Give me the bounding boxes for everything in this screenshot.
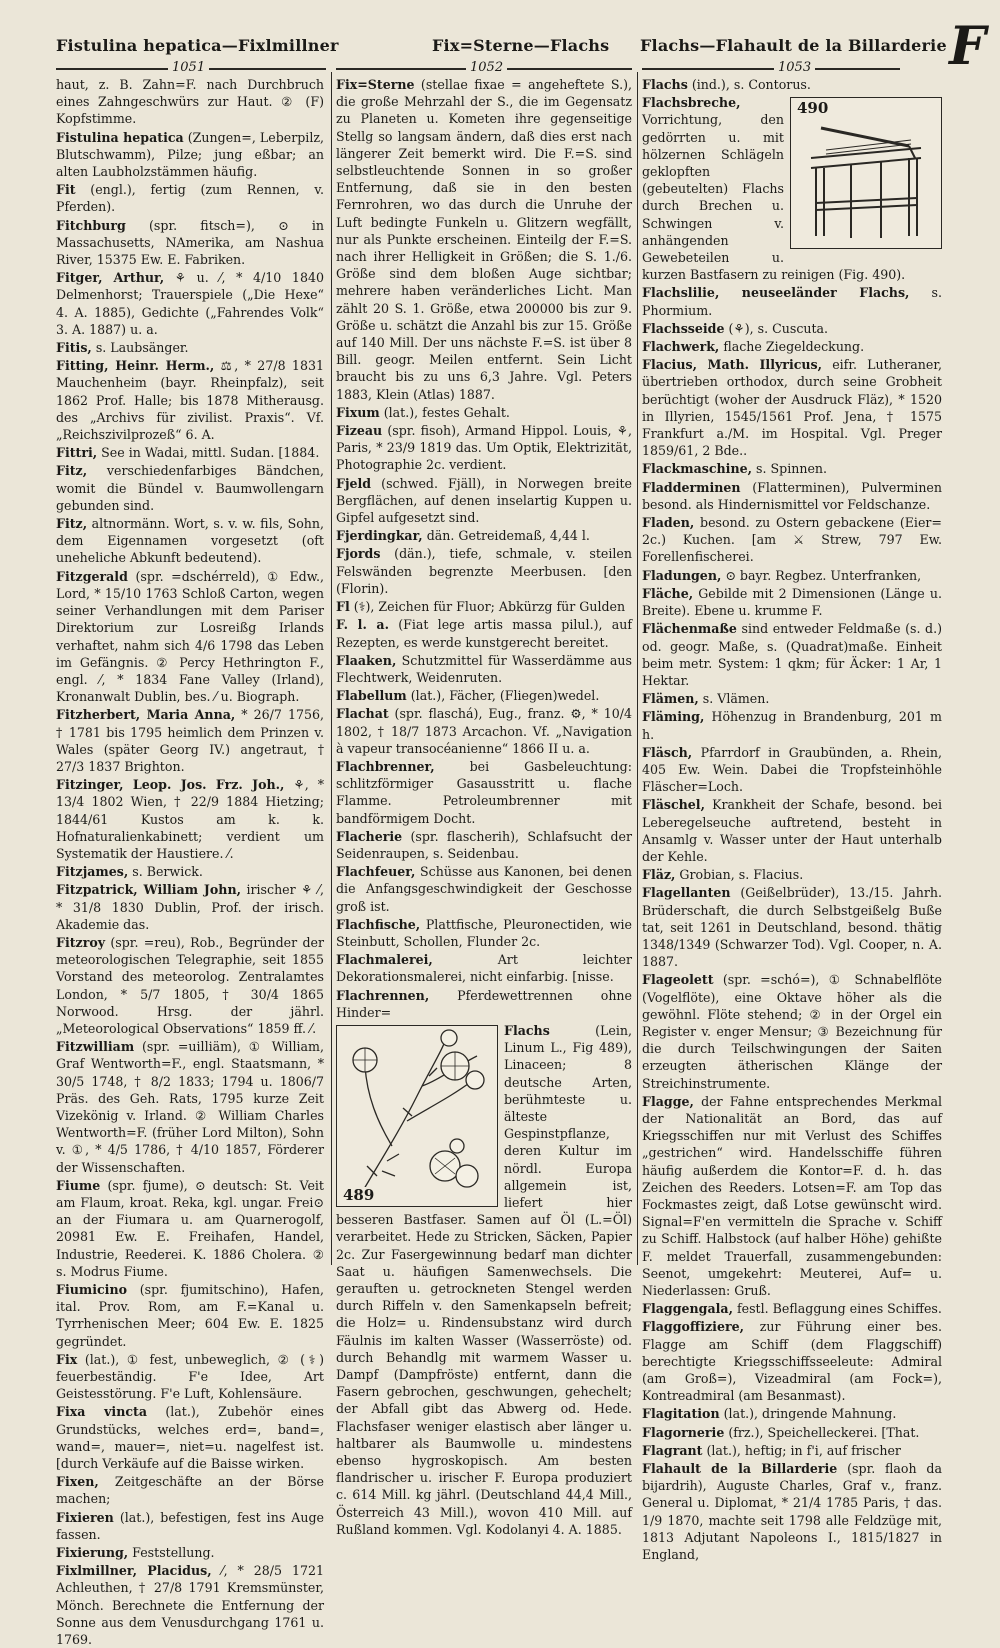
entry-headword: Flagitation xyxy=(642,1406,720,1422)
column-center xyxy=(336,76,632,1537)
entry-headword: F. l. a. xyxy=(336,617,389,633)
entry-headword: Fiumicino xyxy=(56,1282,127,1298)
dictionary-entry xyxy=(642,76,942,93)
entry-headword: Fladungen, xyxy=(642,567,722,583)
dictionary-entry xyxy=(642,585,942,619)
entry-text: (spr. flascherih), Schlafsucht der Seidenraupen, s. Seidenbau. xyxy=(336,828,632,861)
entry-text: (spr. fjumitschino), Hafen, ital. Prov. Rom, am F.=Kanal u. Tyrrhenischen Meer; 604 Ew. E. 1825 gegründet. xyxy=(56,1282,324,1349)
entry-headword: Flabellum xyxy=(336,688,407,704)
entry-text: verschiedenfarbiges Bändchen, womit die Bündel v. Baumwollengarn gebunden sind. xyxy=(56,463,324,513)
entry-text: (frz.), Speichelleckerei. [That. xyxy=(724,1424,920,1440)
dictionary-entry xyxy=(642,284,942,318)
entry-text: (spr. =uilliäm), ① William, Graf Wentworth=F., engl. Staatsmann, * 30/5 1748, † 8/2 1833; 1794 u. 1806/7 Präs. des Geh. Rats, 1795 kurze Zeit Vizekönig v. Irland. ② William Charles Wentworth=F. (früher Lord Milton), Sohn v. ①, * 4/5 1786, † 4/10 1857, Förderer der Wissenschaften. xyxy=(56,1039,324,1175)
entry-headword: Flachs xyxy=(642,77,688,92)
page-number-left: 1051 xyxy=(168,60,209,75)
dictionary-entry xyxy=(56,357,324,443)
entry-headword: Fläschel, xyxy=(642,797,705,813)
dictionary-entry xyxy=(56,339,324,356)
entry-headword: Fjerdingkar, xyxy=(336,528,423,544)
entry-headword: Fitz, xyxy=(56,463,88,479)
dictionary-entry xyxy=(336,652,632,686)
entry-headword: Flagrant xyxy=(642,1442,703,1458)
dictionary-entry xyxy=(56,181,324,215)
dictionary-entry xyxy=(336,863,632,915)
dictionary-entry xyxy=(642,744,942,796)
entry-text: Pfarrdorf in Graubünden, a. Rhein, 405 Ew. Wein. Dabei die Tropfsteinhöhle Fläscher=Loch. xyxy=(642,744,942,795)
entry-headword: Fitting, Heinr. Herm., xyxy=(56,358,215,374)
entry-text: s. Vlämen. xyxy=(698,691,770,707)
dictionary-entry xyxy=(642,567,942,584)
entry-headword: Flagornerie xyxy=(642,1424,725,1440)
entry-headword: Fix xyxy=(56,1351,78,1367)
entry-headword: Flacherie xyxy=(336,828,403,844)
entry-text: (spr. fjume), ⊙ deutsch: St. Veit am Flaum, kroat. Reka, kgl. ungar. Frei⊙ an der Fiumara u. am Quarnerogolf, 20981 Ew. E. Freihafen, Handel, Industrie, Reederei. K. 1886 Cholera. ② s. Modrus Fiume. xyxy=(56,1177,324,1279)
entry-headword: Flahault de la Billarderie xyxy=(642,1461,838,1477)
flax-plant-drawing xyxy=(337,1026,497,1206)
dictionary-entry xyxy=(336,422,632,474)
entry-headword: Fixen, xyxy=(56,1474,99,1490)
entry-headword: Fix=Sterne xyxy=(336,77,415,92)
header-rule-right xyxy=(642,68,900,70)
dictionary-entry xyxy=(56,706,324,775)
dictionary-entry xyxy=(56,76,324,128)
entry-headword: Flaggengala, xyxy=(642,1301,733,1317)
column-divider-2 xyxy=(637,72,638,1265)
dictionary-entry xyxy=(56,881,324,933)
dictionary-entry xyxy=(642,708,942,742)
dictionary-entry xyxy=(642,320,942,337)
dictionary-entry xyxy=(336,705,632,757)
entry-text: (lat.), ① fest, unbeweglich, ② (⚕) feuerbeständig. F'e Idee, Art Geistesstörung. F'e Luft, Kohlensäure. xyxy=(56,1351,324,1402)
dictionary-entry xyxy=(642,479,942,513)
entry-headword: Flageolett xyxy=(642,972,714,988)
dictionary-entry xyxy=(642,796,942,865)
dictionary-entry xyxy=(56,568,324,706)
dictionary-entry xyxy=(642,1424,942,1441)
entry-headword: Fixlmillner, Placidus, xyxy=(56,1563,212,1579)
header-center: Fix=Sterne—Flachs xyxy=(432,36,610,55)
entry-text: Höhenzug in Brandenburg, 201 m h. xyxy=(642,709,942,742)
entry-headword: Fitzinger, Leop. Jos. Frz. Joh., xyxy=(56,777,285,793)
dictionary-entry xyxy=(642,1318,942,1404)
entry-text: s. Spinnen. xyxy=(752,461,828,477)
dictionary-entry xyxy=(336,687,632,704)
dictionary-entry xyxy=(336,828,632,862)
entry-headword: Fiume xyxy=(56,1177,101,1193)
dictionary-entry xyxy=(56,1544,324,1561)
dictionary-entry xyxy=(336,616,632,650)
entry-headword: Fläsch, xyxy=(642,744,693,760)
entry-text: (stellae fixae = angeheftete S.), die große Mehrzahl der S., die im Gegensatz zu Planeten u. Kometen ihre gegenseitige Stellg so langsam ändern, daß dies erst nach längerer Zeit bemerkt wird. Die F.=S. sind selbstleuchtende Sonnen in so großer Entfernung, daß sie in den besten Fernrohren, wo das durch die Unruhe der Luft bedingte Funkeln u. Glitzern wegfällt, nur als Punkte erscheinen. Einteilg der F.=S. nach ihrer Helligkeit in Größen; die S. 1./6. Größe sind dem bloßen Auge sichtbar; mehrere haben veränderliches Licht. Man zählt 20 S. 1. Größe, etwa 200000 bis zur 9. Größe u. schätzt die Anzahl bis zur 15. Größe auf 140 Mill. Der uns nächste F.=S. ist über 8 Bill. geogr. Meilen entfernt. Sein Licht braucht bis zu uns 6,3 Jahre. Vgl. Peters 1883, Klein (Atlas) 1887. xyxy=(336,77,632,402)
entry-text: s. Berwick. xyxy=(128,864,203,880)
page-number-right: 1053 xyxy=(774,60,815,75)
dictionary-entry xyxy=(336,527,632,544)
entry-text: (⚕), Zeichen für Fluor; Abkürzg für Gulden xyxy=(349,599,626,615)
dictionary-entry xyxy=(642,338,942,355)
entry-headword: Fixum xyxy=(336,404,380,420)
entry-text: Gebilde mit 2 Dimensionen (Länge u. Breite). Ebene u. krumme F. xyxy=(642,585,942,619)
entry-text: (lat.), befestigen, fest ins Auge fassen. xyxy=(56,1509,324,1542)
entry-text: eifr. Lutheraner, übertrieben orthodox, durch seine Grobheit berüchtigt (woher der Ausdruck Fläz), * 1520 in Illyrien, 1545/1561 Prof. Jena, † 1575 Frankfurt a./M. im Hospital. Vgl. Preger 1859/61, 2 Bde.. xyxy=(642,357,942,459)
figure-number-489: 489 xyxy=(343,1185,375,1204)
entry-text: (Geißelbrüder), 13./15. Jahrh. Brüderschaft, die durch Selbstgeißelg Buße tat, seit 1261 in Deutschland, besond. thätig 1348/1349 (Schwarzer Tod). Vgl. Cooper, n. A. 1887. xyxy=(642,885,942,970)
entry-text: (spr. flaschá), Eug., franz. ⚙, * 10/4 1802, † 18/7 1873 Arcachon. Vf. „Navigation à vapeur transocéanienne“ 1866 II u. a. xyxy=(336,706,632,756)
entry-text: (spr. fisoh), Armand Hippol. Louis, ⚘, Paris, * 23/9 1819 das. Um Optik, Elektrizität, Photographie 2c. verdient. xyxy=(336,423,632,473)
entry-headword: Flachwerk, xyxy=(642,339,720,355)
entry-headword: Fl xyxy=(336,599,350,615)
entry-text: s. Phormium. xyxy=(642,285,942,318)
dictionary-entry xyxy=(642,356,942,459)
entry-text: (Flatterminen), Pulverminen besond. als Hindernismittel vor Feldschanze. xyxy=(642,479,942,512)
entry-headword: Flacius, Math. Illyricus, xyxy=(642,357,823,373)
dictionary-entry xyxy=(56,1177,324,1280)
entry-headword: Fixa vincta xyxy=(56,1404,147,1420)
entry-headword: Fitis, xyxy=(56,340,92,356)
dictionary-entry xyxy=(336,76,632,403)
entry-text: (spr. =schó=), ① Schnabelflöte (Vogelflöte), eine Oktave höher als die gewöhnl. Flöte stehend; ② in der Orgel ein Register v. enger Mensur; ③ Bezeichnung für die durch Teilschwingungen der Saiten erzeugten ätherischen Klänge der Streichinstrumente. xyxy=(642,972,942,1091)
entry-headword: Fittri, xyxy=(56,445,98,461)
entry-text: der Fahne entsprechendes Merkmal der Nationalität an Bord, das auf Kriegsschiffen nur mit Verlust des Schiffes „gestrichen“ wird. Handelsschiffe führen häufig außerdem die Kontor=F. d. h. das Zeichen des Reeders. Lotsen=F. am Top das Fockmastes zeigt, daß Lotse gewünscht wird. Signal=F'en vermitteln die Sprache v. Schiff zu Schiff. Halbstock (auf halber Höhe) gehißte F. meldet Trauerfall, zusammengebunden: Seenot, umgekehrt: Meuterei, Auf= u. Niederlassen: Gruß. xyxy=(642,1093,942,1299)
entry-text: ⊙ bayr. Regbez. Unterfranken, xyxy=(721,567,922,583)
entry-text: flache Ziegeldeckung. xyxy=(719,339,865,355)
dictionary-entry xyxy=(336,951,632,985)
dictionary-entry xyxy=(336,916,632,950)
entry-headword: Fixierung, xyxy=(56,1545,129,1561)
entry-headword: Fitzroy xyxy=(56,934,106,950)
entry-text: (spr. fitsch=), ⊙ in Massachusetts, NAmerika, am Nashua River, 15375 Ew. E. Fabriken. xyxy=(56,217,324,268)
dictionary-entry xyxy=(56,217,324,269)
flachsbreche-illustration xyxy=(790,97,942,249)
flax-plant-illustration xyxy=(336,1025,498,1207)
dictionary-entry xyxy=(336,404,632,421)
entry-text: (Fiat lege artis massa pilul.), auf Rezepten, es werde kunstgerecht bereitet. xyxy=(336,617,632,650)
entry-headword: Fixieren xyxy=(56,1509,114,1525)
entry-headword: Fitchburg xyxy=(56,217,126,233)
entry-headword: Flachbrenner, xyxy=(336,758,435,774)
entry-text: Plattfische, Pleuronectiden, wie Steinbutt, Schollen, Flunder 2c. xyxy=(336,916,632,949)
dictionary-entry xyxy=(642,971,942,1091)
column-divider-1 xyxy=(331,72,332,1265)
entry-headword: Fjords xyxy=(336,546,381,562)
entry-headword: Flaaken, xyxy=(336,652,397,668)
entry-headword: Flachs xyxy=(504,1022,550,1038)
entry-text: ⁄, * 28/5 1721 Achleuthen, † 27/8 1791 Kremsmünster, Mönch. Berechnete die Entfernung der Sonne aus dem Venusdurchgang 1761 u. 1769. xyxy=(56,1563,324,1648)
entry-text: ⚘, * 13/4 1802 Wien, † 22/9 1884 Hietzing; 1844/61 Kustos am k. k. Hofnaturalienkabinett; verdient um Systematik der Haustiere. ⁄. xyxy=(56,777,324,861)
entry-text: altnormänn. Wort, s. v. w. fils, Sohn, dem Eigennamen vorgesetzt (oft unehelichе Abkunft bedeutend). xyxy=(56,516,324,566)
entry-headword: Flachsbreche, xyxy=(642,95,741,111)
dictionary-entry xyxy=(56,269,324,338)
entry-text: Vorrichtung, den gedörrten u. mit hölzernen Schlägeln geklopften (gebeutelten) Flachs durch Brechen u. Schwingen v. anhängenden Gewebeteilen u. kurzen Bastfasern zu reinigen (Fig. 490). xyxy=(642,112,906,283)
entry-text: (lat.), heftig; in f'i, auf frischer xyxy=(702,1442,901,1458)
entry-text: (schwed. Fjäll), in Norwegen breite Bergflächen, auf denen inselartig Kuppen u. Gipfel aufgesetzt sind. xyxy=(336,475,632,526)
entry-text: bei Gasbeleuchtung: schlitzförmiger Gasausstritt u. flache Flamme. Petroleumbrenner mit bandförmigem Docht. xyxy=(336,758,632,826)
dictionary-entry xyxy=(56,934,324,1037)
entry-headword: Fläche, xyxy=(642,585,694,601)
entry-text: (lat.), dringende Mahnung. xyxy=(719,1406,897,1422)
entry-text: (engl.), fertig (zum Rennen, v. Pferden). xyxy=(56,182,324,215)
entry-headword: Flächenmaße xyxy=(642,621,737,637)
dictionary-entry xyxy=(642,460,942,477)
entry-headword: Flachmalerei, xyxy=(336,952,433,968)
entry-text: Schüsse aus Kanonen, bei denen die Anfangsgeschwindigkeit der Geschosse groß ist. xyxy=(336,864,632,914)
entry-text: sind entweder Feldmaße (s. d.) od. geogr. Maße, s. (Quadrat)maße. Einheit beim metr. System: 1 qkm; für Äcker: 1 Ar, 1 Hektar. xyxy=(642,621,942,688)
dictionary-entry xyxy=(56,515,324,567)
entry-headword: Flachslilie, neuseeländer Flachs, xyxy=(642,285,910,301)
entry-headword: Fläz, xyxy=(642,867,676,883)
entry-headword: Flaggoffiziere, xyxy=(642,1319,744,1335)
dictionary-entry xyxy=(642,1405,942,1422)
entry-text: Pferdewettrennen ohne Hinder= xyxy=(336,987,632,1020)
dictionary-entry xyxy=(56,1281,324,1350)
section-letter: F xyxy=(949,16,986,77)
dictionary-entry xyxy=(336,545,632,597)
dictionary-entry xyxy=(642,1460,942,1563)
entry-text: (spr. =reu), Rob., Begründer der meteorologischen Telegraphie, seit 1855 Vorstand des meteorolog. Zentralamtes London, * 5/7 1805, † 30/4 1865 Norwood. Hrsg. der jährl. „Meteorological Observations“ 1859 ff. ⁄. xyxy=(56,934,324,1036)
dictionary-entry xyxy=(336,598,632,615)
entry-headword: Fizeau xyxy=(336,423,383,439)
entry-text: irischer ⚘ ⁄, * 31/8 1830 Dublin, Prof. der irisch. Akademie das. xyxy=(56,882,324,932)
entry-text: Art leichter Dekorationsmalerei, nicht einfarbig. [nisse. xyxy=(336,952,632,985)
entry-headword: Fitzpatrick, William John, xyxy=(56,882,241,898)
entry-headword: Flämen, xyxy=(642,691,699,707)
entry-text: Feststellung. xyxy=(128,1545,215,1561)
header-right: Flachs—Flahault de la Billarderie xyxy=(640,36,947,55)
entry-text: (spr. flaoh da bijardrih), Auguste Charles, Graf v., franz. General u. Diplomat, * 21/4 1785 Paris, † das. 1/9 1870, machte seit 1798 alle Feldzüge mit, 1813 Adjutant Napoleons I., 1815/1827 in England, xyxy=(642,1461,942,1563)
entry-headword: Flachsseide xyxy=(642,320,725,336)
entry-headword: Fitzjames, xyxy=(56,864,129,880)
entry-headword: Flachfische, xyxy=(336,916,421,932)
entry-headword: Fitger, Arthur, xyxy=(56,270,165,286)
entry-text: (lat.), Fächer, (Fliegen)wedel. xyxy=(406,688,600,704)
entry-headword: Fitz, xyxy=(56,516,88,532)
entry-headword: Fistulina hepatica xyxy=(56,129,184,145)
entry-headword: Flachfeuer, xyxy=(336,864,416,880)
dictionary-entry xyxy=(56,863,324,880)
dictionary-entry xyxy=(642,1093,942,1299)
dictionary-entry xyxy=(56,1473,324,1507)
entry-headword: Fladderminen xyxy=(642,479,741,495)
dictionary-entry xyxy=(642,690,942,707)
dictionary-entry xyxy=(56,129,324,181)
column-right xyxy=(642,76,942,1563)
dictionary-entry xyxy=(56,1509,324,1543)
entry-text: (lat.), festes Gehalt. xyxy=(379,404,510,420)
dictionary-entry xyxy=(56,1403,324,1472)
entry-text: ⚖, * 27/8 1831 Mauchenheim (bayr. Rheinpfalz), seit 1862 Prof. Halle; bis 1878 Mitherausg. des „Archivs für zivilist. Praxis“. Vf. „Reichszivilprozeß“ 6. A. xyxy=(56,358,324,443)
entry-headword: Flackmaschine, xyxy=(642,461,753,477)
dictionary-entry xyxy=(56,444,324,461)
entry-text: Schutzmittel für Wasserdämme aus Flechtwerk, Weidenruten. xyxy=(336,652,632,685)
entry-text: (dän.), tiefe, schmale, v. steilen Felswänden begrenzte Meerbusen. [den (Florin). xyxy=(336,546,632,596)
entry-text: (ind.), s. Contorus. xyxy=(687,77,811,92)
entry-headword: Flachat xyxy=(336,706,389,722)
entry-text: (Zungen=, Leberpilz, Blutschwamm), Pilze; jung eßbar; an alten Laubholzstämmen häufig. xyxy=(56,129,324,180)
entry-text: besond. zu Ostern gebackene (Eier= 2c.) Kuchen. [am ⚔ Strew, 797 Ew. Forellenfischerei. xyxy=(642,515,942,565)
dictionary-entry xyxy=(642,884,942,970)
header-left: Fistulina hepatica—Fixlmillner xyxy=(56,36,339,55)
entry-headword: Flagge, xyxy=(642,1093,694,1109)
entry-text: Zeitgeschäfte an der Börse machen; xyxy=(56,1474,324,1507)
entry-text: * 26/7 1756, † 1781 bis 1795 heimlich dem Prinzen v. Wales (später Georg IV.) angetraut, † 27/3 1837 Brighton. xyxy=(56,707,324,774)
entry-text: (⚘), s. Cuscuta. xyxy=(724,320,829,336)
dictionary-entry xyxy=(642,1300,942,1317)
entry-text: (spr. =dschérreld), ① Edw., Lord, * 15/10 1763 Schloß Carton, wegen seiner Verhandlungen mit dem Pariser Direktorium zur Losreißg Irlands verhaftet, nahm sich 4/6 1798 das Leben im Gefängnis. ② Percy Hethrington F., engl. ⁄, * 1834 Fane Valley (Irland), Kronanwalt Dublin, bes. ⁄ u. Biograph. xyxy=(56,568,324,705)
entry-text: zur Führung einer bes. Flagge am Schiff (dem Flaggschiff) berechtigte Kriegsschiffsseeleute: Admiral (am Groß=), Vizeadmiral (am Fock=), Kontreadmiral (am Besanmast). xyxy=(642,1319,942,1404)
entry-text: (Lein, Linum L., Fig 489), Linaceen; 8 deutsche Arten, berühmteste u. älteste Gespinstpflanze, deren Kultur im nördl. Europa allgemein ist, liefert hier besseren Bastfaser. Samen auf Öl (L.=Öl) verarbeitet. Hede zu Stricken, Säcken, Papier 2c. Zur Fasergewinnung bedarf man dichter Saat u. häufigen Samenwechsels. Die gerauften u. getrockneten Stengel werden durch Riffeln v. den Samenkapseln befreit; die Holz= u. Rindensubstanz wird durch Fäulnis im kalten Wasser (Wasserröste) od. durch Behandlg mit warmem Wasser u. Dampf (Dampfröste) entfernt, dann die Fasern gebrochen, geschwungen, gehechelt; der Abfall gibt das Abwerg od. Hede. Flachsfaser weniger elastisch aber länger u. haltbarer als Baumwolle u. mindestens ebenso hygroskopisch. Am besten flandrischer u. irischer F. Europa produziert c. 614 Mill. kg jährl. (Deutschland 44,4 Mill., Österreich 43 Mill.), wovon 410 Mill. auf Rußland kommen. Vgl. Kodolanyi 4. A. 1885. xyxy=(336,1022,632,1537)
figure-number-490: 490 xyxy=(797,99,829,118)
entry-text: Krankheit der Schafe, besond. bei Leberegelseuche auftretend, besteht in Ansamlg v. Wasser unter der Haut unterhalb der Kehle. xyxy=(642,797,942,864)
entry-text: See in Wadai, mittl. Sudan. [1884. xyxy=(97,445,320,461)
entry-headword: Flagellanten xyxy=(642,885,731,901)
dictionary-entry xyxy=(336,987,632,1021)
page-number-center: 1052 xyxy=(466,60,507,75)
entry-text: (lat.), Zubehör eines Grundstücks, welches erd=, band=, wand=, mauer=, niet=u. nagelfest ist. [durch Verkäufe auf die Baisse wirken. xyxy=(56,1404,324,1472)
dictionary-entry xyxy=(642,514,942,566)
dictionary-entry xyxy=(642,866,942,883)
dictionary-entry xyxy=(56,1351,324,1403)
entry-text: dän. Getreidemaß, 4,44 l. xyxy=(422,528,590,544)
dictionary-entry xyxy=(56,1562,324,1648)
entry-headword: Fitzgerald xyxy=(56,568,128,584)
dictionary-entry xyxy=(56,1038,324,1176)
entry-headword: Fjeld xyxy=(336,475,372,491)
flax-brake-drawing xyxy=(791,98,941,248)
entry-headword: Fit xyxy=(56,182,76,198)
entry-headword: Fitzwilliam xyxy=(56,1039,135,1055)
entry-headword: Fladen, xyxy=(642,515,695,531)
entry-headword: Fitzherbert, Maria Anna, xyxy=(56,707,236,723)
dictionary-entry xyxy=(56,776,324,862)
entry-text: s. Laubsänger. xyxy=(91,340,189,356)
entry-text: haut, z. B. Zahn=F. nach Durchbruch eines Zahngeschwürs zur Haut. ② (F) Kopfstimme. xyxy=(56,77,324,127)
entry-headword: Flachrennen, xyxy=(336,987,430,1003)
dictionary-entry xyxy=(336,758,632,827)
dictionary-entry xyxy=(336,475,632,527)
entry-text: festl. Beflaggung eines Schiffes. xyxy=(732,1301,942,1317)
dictionary-entry xyxy=(56,462,324,514)
entry-headword: Fläming, xyxy=(642,709,705,725)
dictionary-entry xyxy=(642,620,942,689)
entry-text: Grobian, s. Flacius. xyxy=(675,867,804,883)
column-left xyxy=(56,76,324,1648)
entry-text: ⚘ u. ⁄, * 4/10 1840 Delmenhorst; Trauerspiele („Die Hexe“ 4. A. 1885), Gedichte („Fahrendes Volk“ 3. A. 1887) u. a. xyxy=(56,270,324,337)
dictionary-entry xyxy=(642,1442,942,1459)
